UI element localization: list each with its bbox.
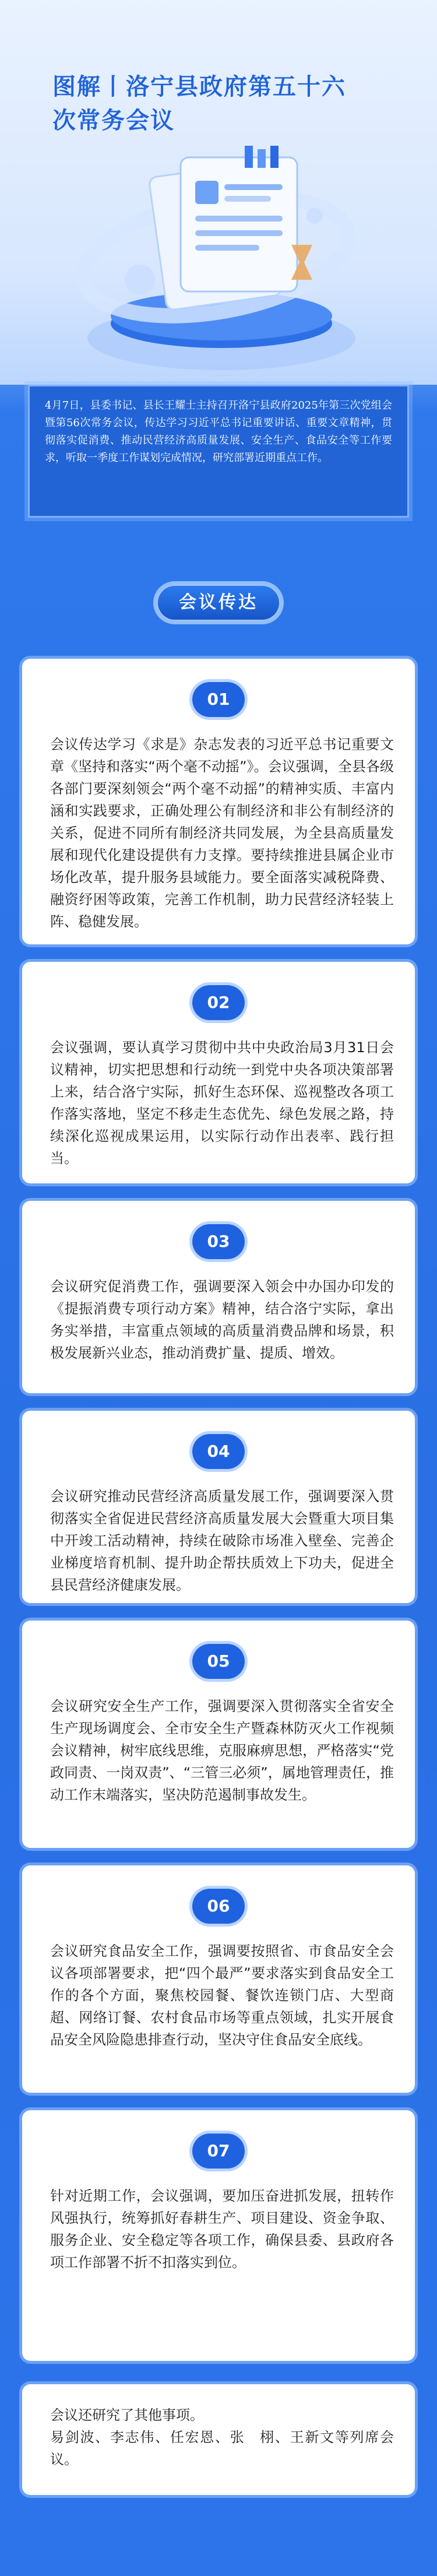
intro-summary: 4月7日，县委书记、县长王耀士主持召开洛宁县政府2025年第三次党组会暨第56次常务会议，传达学习习近平总书记重要讲话、重要文章精神，贯彻落实促消费、推动民营经济高质量发展、安全生产、食品安全等工作要求，听取一季度工作谋划完成情况，研究部署近期重点工作。 xyxy=(28,385,409,518)
item-card-06 xyxy=(22,1865,415,2093)
item-number-badge: 02 xyxy=(192,985,245,1020)
item-number-badge: 03 xyxy=(192,1224,245,1259)
item-card-07 xyxy=(22,2110,415,2361)
item-card-03 xyxy=(22,1201,415,1393)
item-text: 针对近期工作，会议强调，要加压奋进抓发展，扭转作风强执行，统筹抓好春耕生产、项目建设、资金争取、服务企业、安全稳定等各项工作，确保县委、县政府各项工作部署不折不扣落实到位。 xyxy=(50,2188,394,2271)
item-text: 会议传达学习《求是》杂志发表的习近平总书记重要文章《坚持和落实“两个毫不动摇”》。会议强调，全县各级各部门要深刻领会“两个毫不动摇”的精神实质、丰富内涵和实践要求，正确处理公有制经济和非公有制经济的关系，促进不同所有制经济共同发展，为全县高质量发展和现代化建设提供有力支撑。要持续推进县属企业市场化改革，提升服务县域能力。要全面落实减税降费、融资纾困等政策，完善工作机制，助力民营经济轻装上阵、稳健发展。 xyxy=(50,736,394,930)
item-text: 会议研究促消费工作，强调要深入领会中办国办印发的《提振消费专项行动方案》精神，结合洛宁实际，拿出务实举措，丰富重点领域的高质量消费品牌和场景，积极发展新兴业态，推动消费扩量、提质、增效。 xyxy=(50,1278,394,1361)
item-number-badge: 06 xyxy=(192,1889,245,1924)
item-card-05 xyxy=(22,1621,415,1848)
header-banner xyxy=(0,0,437,385)
closing-line-2: 易剑波、李志伟、任宏恩、张 栩、王新文等列席会议。 xyxy=(50,2429,394,2468)
title-line-1: 图解丨洛宁县政府第五十六 xyxy=(52,73,346,100)
item-number-badge: 07 xyxy=(192,2134,245,2169)
item-card-04 xyxy=(22,1411,415,1603)
item-text: 会议研究安全生产工作，强调要深入贯彻落实全省安全生产现场调度会、全市安全生产暨森林防灭火工作视频会议精神，树牢底线思维，克服麻痹思想，严格落实“党政同责、一岗双责”、“三管三必须”，属地管理责任，推动工作末端落实，坚决防范遏制事故发生。 xyxy=(50,1698,394,1803)
item-number-badge: 01 xyxy=(192,682,245,717)
document-illustration-icon xyxy=(70,146,373,379)
item-number-badge: 05 xyxy=(192,1644,245,1679)
closing-card xyxy=(22,2384,415,2495)
item-text: 会议研究推动民营经济高质量发展工作，强调要深入贯彻落实全省促进民营经济高质量发展大会暨重大项目集中开竣工活动精神，持续在破除市场准入壁垒、完善企业梯度培育机制、提升助企帮扶质效上下功夫，促进全县民营经济健康发展。 xyxy=(50,1488,394,1593)
page-title xyxy=(52,70,402,138)
item-card-01 xyxy=(22,659,415,944)
item-card-02 xyxy=(22,962,415,1183)
closing-line-1: 会议还研究了其他事项。 xyxy=(50,2407,204,2423)
section-title: 会议传达 xyxy=(156,584,281,621)
item-number-badge: 04 xyxy=(192,1434,245,1469)
title-line-2: 次常务会议 xyxy=(52,107,175,134)
item-text: 会议强调，要认真学习贯彻中共中央政治局3月31日会议精神，切实把思想和行动统一到党中央各项决策部署上来，结合洛宁实际，抓好生态环保、巡视整改各项工作落实落地，坚定不移走生态优先、绿色发展之路，持续深化巡视成果运用，以实际行动作出表率、践行担当。 xyxy=(50,1039,394,1166)
item-text: 会议研究食品安全工作，强调要按照省、市食品安全会议各项部署要求，把“四个最严”要求落实到食品安全工作的各个方面，聚焦校园餐、餐饮连锁门店、大型商超、网络订餐、农村食品市场等重点领域，扎实开展食品安全风险隐患排查行动，坚决守住食品安全底线。 xyxy=(50,1943,394,2048)
